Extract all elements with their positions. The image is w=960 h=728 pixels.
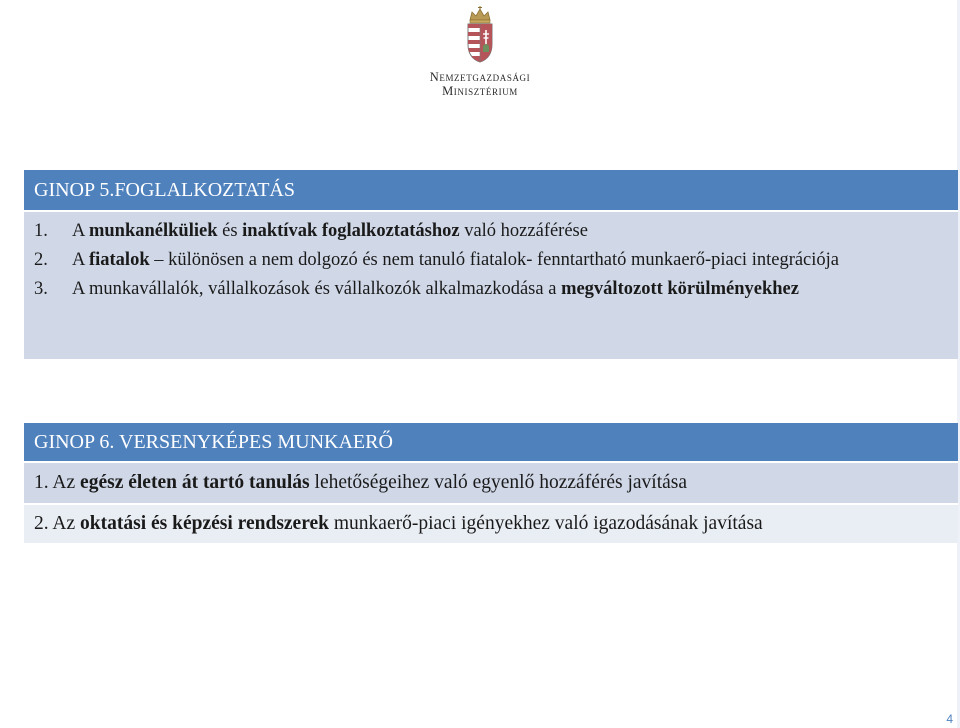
page-number: 4 <box>946 712 953 726</box>
ginop6-item-2 <box>24 503 958 543</box>
text-part: A <box>72 250 89 270</box>
ministry-name <box>430 70 531 98</box>
ginop6-header: GINOP 6. VERSENYKÉPES MUNKAERŐ <box>24 423 958 463</box>
item-text <box>72 217 948 246</box>
text-part-bold: oktatási és képzési rendszerek <box>80 513 330 534</box>
text-part: – különösen a nem dolgozó és nem tanuló fiatalok- fenntartható munkaerő-piaci integrációja <box>149 250 840 270</box>
text-part: A munkavállalók, vállalkozások és vállalkozók alkalmazkodása a <box>72 279 562 299</box>
ginop5-table <box>24 170 958 359</box>
ministry-logo <box>0 6 960 98</box>
text-part: munkaerő-piaci igényekhez való igazodásának javítása <box>329 513 763 534</box>
text-part-bold: egész életen át tartó tanulás <box>80 472 310 493</box>
ginop5-body <box>24 212 958 359</box>
text-part-bold: munkanélküliek <box>88 221 218 241</box>
text-part-bold: fiatalok <box>88 250 150 270</box>
item-text <box>72 275 948 304</box>
item-number: 1. <box>34 472 49 493</box>
item-text <box>72 246 948 275</box>
ministry-name-line2: Minisztérium <box>442 84 518 98</box>
text-part: és <box>217 221 243 241</box>
hungarian-coat-of-arms-icon <box>462 6 498 64</box>
text-part-bold: megváltozott körülményekhez <box>561 279 799 299</box>
ginop5-header: GINOP 5.FOGLALKOZTATÁS <box>24 170 958 212</box>
text-part: lehetőségeihez való egyenlő hozzáférés javítása <box>309 472 688 493</box>
ginop5-item-1 <box>34 217 948 246</box>
text-part: Az <box>48 472 81 493</box>
item-number: 3. <box>34 279 48 299</box>
item-number: 1. <box>34 221 48 241</box>
ginop6-table <box>24 423 958 543</box>
ginop5-item-3 <box>34 275 948 304</box>
text-part: való hozzáférése <box>459 221 588 241</box>
ginop5-item-2 <box>34 246 948 275</box>
ginop6-item-1 <box>24 463 958 503</box>
text-part: A <box>72 221 89 241</box>
ministry-name-line1: Nemzetgazdasági <box>429 70 531 84</box>
text-part: Az <box>48 513 81 534</box>
text-part-bold: inaktívak foglalkoztatáshoz <box>242 221 460 241</box>
item-number: 2. <box>34 250 48 270</box>
item-number: 2. <box>34 513 49 534</box>
